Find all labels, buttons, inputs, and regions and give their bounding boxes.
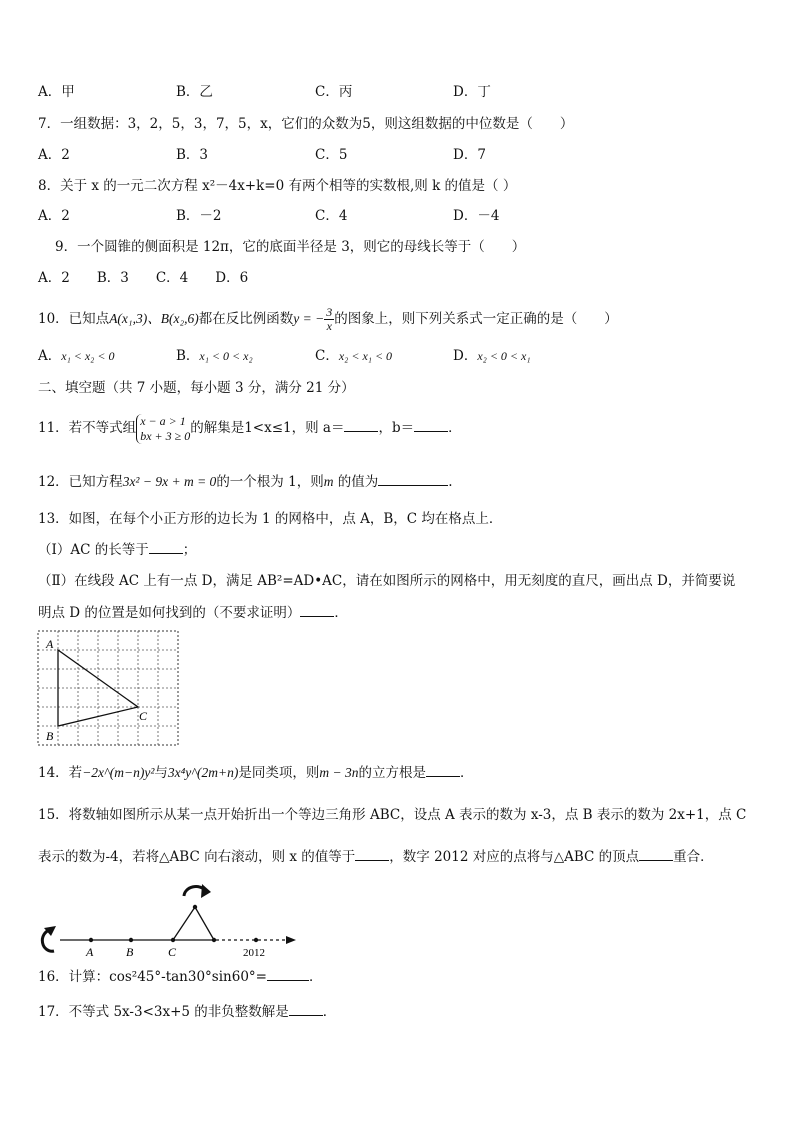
q10-line <box>38 306 618 333</box>
q14-expr1: −2x^(m−n)y² <box>82 765 155 780</box>
q17-line <box>38 1003 336 1021</box>
q10-option-c <box>315 347 392 365</box>
q11-line <box>38 410 462 446</box>
q15-line2-pre: 表示的数为-4，若将△ABC 向右滚动，则 x 的值等于 <box>38 849 356 865</box>
section-title: 二、填空题（共 7 小题，每小题 3 分，满分 21 分） <box>38 380 355 396</box>
q12-post: 的值为 <box>333 474 379 490</box>
point-a <box>89 938 93 942</box>
point-right <box>212 938 216 942</box>
q7-option-a: A．2 <box>38 147 70 163</box>
point-c <box>171 938 175 942</box>
q9-options: A．2 B．3 C．4 D．6 <box>38 270 249 286</box>
q15-line2-mid: ，数字 2012 对应的点将与△ABC 的顶点 <box>389 849 640 865</box>
q14-pre: 14．若 <box>38 765 83 781</box>
point-b <box>129 938 133 942</box>
q10-frac-den: x <box>326 319 332 333</box>
q9-text: 9．一个圆锥的侧面积是 12π，它的底面半径是 3，则它的母线长等于（ ） <box>55 239 526 255</box>
q11-end: ． <box>448 420 462 436</box>
q13-part2-end: ． <box>334 605 348 621</box>
q6-option-b: B．乙 <box>176 84 213 100</box>
q8-option-a: A．2 <box>38 208 70 224</box>
numberline-label-b: B <box>126 945 134 959</box>
q11-sys2: bx + 3 ≥ 0 <box>140 428 191 443</box>
q7-option-b: B．3 <box>176 147 209 163</box>
q8-option-b: B．－2 <box>176 208 222 224</box>
q12-mid: 的一个根为 1，则 <box>216 474 324 490</box>
numberline-label-2012: 2012 <box>243 947 265 959</box>
q10-option-b-expr: x₁ < 0 < x₂ <box>199 349 253 363</box>
q10-option-c-expr: x₂ < x₁ < 0 <box>338 349 393 363</box>
q13-part2-line2 <box>38 604 348 622</box>
q13-grid-figure <box>36 629 181 749</box>
number-line-arrow-icon <box>286 936 296 944</box>
q7-text: 7．一组数据：3，2，5，3，7，5，x，它们的众数为5，则这组数据的中位数是（ ） <box>38 116 574 132</box>
q17-blank[interactable] <box>289 1003 323 1016</box>
q15-numberline-figure <box>36 876 298 960</box>
q14-line <box>38 764 473 782</box>
q8-option-d: D．－4 <box>453 208 500 224</box>
q7-option-c: C．5 <box>315 147 348 163</box>
q14-mid: 与 <box>154 765 168 781</box>
q10-option-d-label: D． <box>453 348 478 364</box>
q14-post: 是同类项，则 <box>238 765 320 781</box>
q11-mid: ，b＝ <box>378 420 415 436</box>
q10-option-a-expr: x₁ < x₂ < 0 <box>61 349 115 363</box>
q10-option-b <box>176 347 253 365</box>
q15-line2-end: 重合． <box>673 849 714 865</box>
q10-option-a-label: A． <box>38 348 62 364</box>
point-2012 <box>254 938 258 942</box>
q10-option-d <box>453 347 531 365</box>
q13-blank-2[interactable] <box>300 604 334 617</box>
q16-text: 16．计算：cos²45°-tan30°sin60°= <box>38 969 267 985</box>
q11-sys1: x − a > 1 <box>140 413 186 428</box>
q16-end: ． <box>308 969 323 985</box>
q10-fraction <box>324 306 334 333</box>
q11-pre: 11．若不等式组 <box>38 420 137 436</box>
q12-line <box>38 473 453 491</box>
q16-line <box>38 968 322 986</box>
q14-expr3: m − 3n <box>319 765 359 780</box>
q15-line2 <box>38 848 714 866</box>
point-top <box>193 905 197 909</box>
q14-end: 的立方根是 <box>358 765 426 781</box>
q14-blank[interactable] <box>426 764 460 777</box>
q14-expr2: 3x⁴y^(2m+n) <box>167 765 239 780</box>
q7-option-d: D．7 <box>453 147 486 163</box>
q10-option-a <box>38 347 114 365</box>
q6-option-c: C．丙 <box>315 84 353 100</box>
q17-text: 17．不等式 5x-3<3x+5 的非负整数解是 <box>38 1004 289 1020</box>
q8-option-c: C．4 <box>315 208 348 224</box>
q12-var: m <box>323 474 334 489</box>
q10-option-c-label: C． <box>315 348 339 364</box>
label-b: B <box>46 729 54 743</box>
q11-post: 的解集是1<x≤1，则 a＝ <box>190 420 345 436</box>
q12-eq: 3x² − 9x + m = 0 <box>122 474 217 489</box>
q10-func-lhs: y = − <box>293 311 325 326</box>
label-a: A <box>46 637 54 651</box>
q6-option-a: A．甲 <box>38 84 75 100</box>
q12-pre: 12．已知方程 <box>38 474 123 490</box>
grid-lines <box>38 631 178 745</box>
q10-post: 的图象上，则下列关系式一定正确的是（ ） <box>334 311 618 327</box>
q15-blank-2[interactable] <box>639 848 673 861</box>
q6-option-d: D．丁 <box>453 84 491 100</box>
q13-part1 <box>38 541 196 559</box>
q13-part2-line1: （Ⅱ）在线段 AC 上有一点 D，满足 AB²=AD•AC，请在如图所示的网格中，用无刻度的直尺，画出点 D，并简要说 <box>38 573 736 589</box>
equilateral-triangle <box>173 907 214 940</box>
q15-blank-1[interactable] <box>355 848 389 861</box>
q13-text: 13．如图，在每个小正方形的边长为 1 的网格中，点 A，B，C 均在格点上． <box>38 511 503 527</box>
numberline-label-c: C <box>168 945 177 959</box>
q17-end: ． <box>322 1004 337 1020</box>
q12-end: . <box>448 474 453 490</box>
q11-system <box>136 414 190 444</box>
q13-blank-1[interactable] <box>149 541 183 554</box>
q11-blank-b[interactable] <box>414 419 448 432</box>
q10-frac-num: 3 <box>326 305 333 319</box>
q13-part1-text: （Ⅰ）AC 的长等于 <box>38 542 149 558</box>
q10-option-b-label: B． <box>176 348 200 364</box>
rotate-right-arrowhead-icon <box>201 884 211 898</box>
q13-part2-line2-text: 明点 D 的位置是如何找到的（不要求证明） <box>38 605 301 621</box>
q10-option-d-expr: x₂ < 0 < x₁ <box>477 349 531 363</box>
q8-text: 8．关于 x 的一元二次方程 x²－4x+k=0 有两个相等的实数根,则 k 的值是（ ） <box>38 178 517 194</box>
label-c: C <box>139 709 148 723</box>
q13-part1-end: ； <box>182 542 197 558</box>
q10-pre: 10．已知点 <box>38 311 110 327</box>
numberline-label-a: A <box>86 945 94 959</box>
q14-final: ． <box>459 765 474 781</box>
q15-line1: 15．将数轴如图所示从某一点开始折出一个等边三角形 ABC，设点 A 表示的数为 x-3，点 B 表示的数为 2x+1，点 C <box>38 807 747 823</box>
q10-points: A(x₁,3)、B(x₂,6) <box>109 311 199 326</box>
q12-blank[interactable] <box>378 473 448 486</box>
q11-blank-a[interactable] <box>344 419 378 432</box>
q10-mid: 都在反比例函数 <box>198 311 294 327</box>
q16-blank[interactable] <box>267 968 309 981</box>
